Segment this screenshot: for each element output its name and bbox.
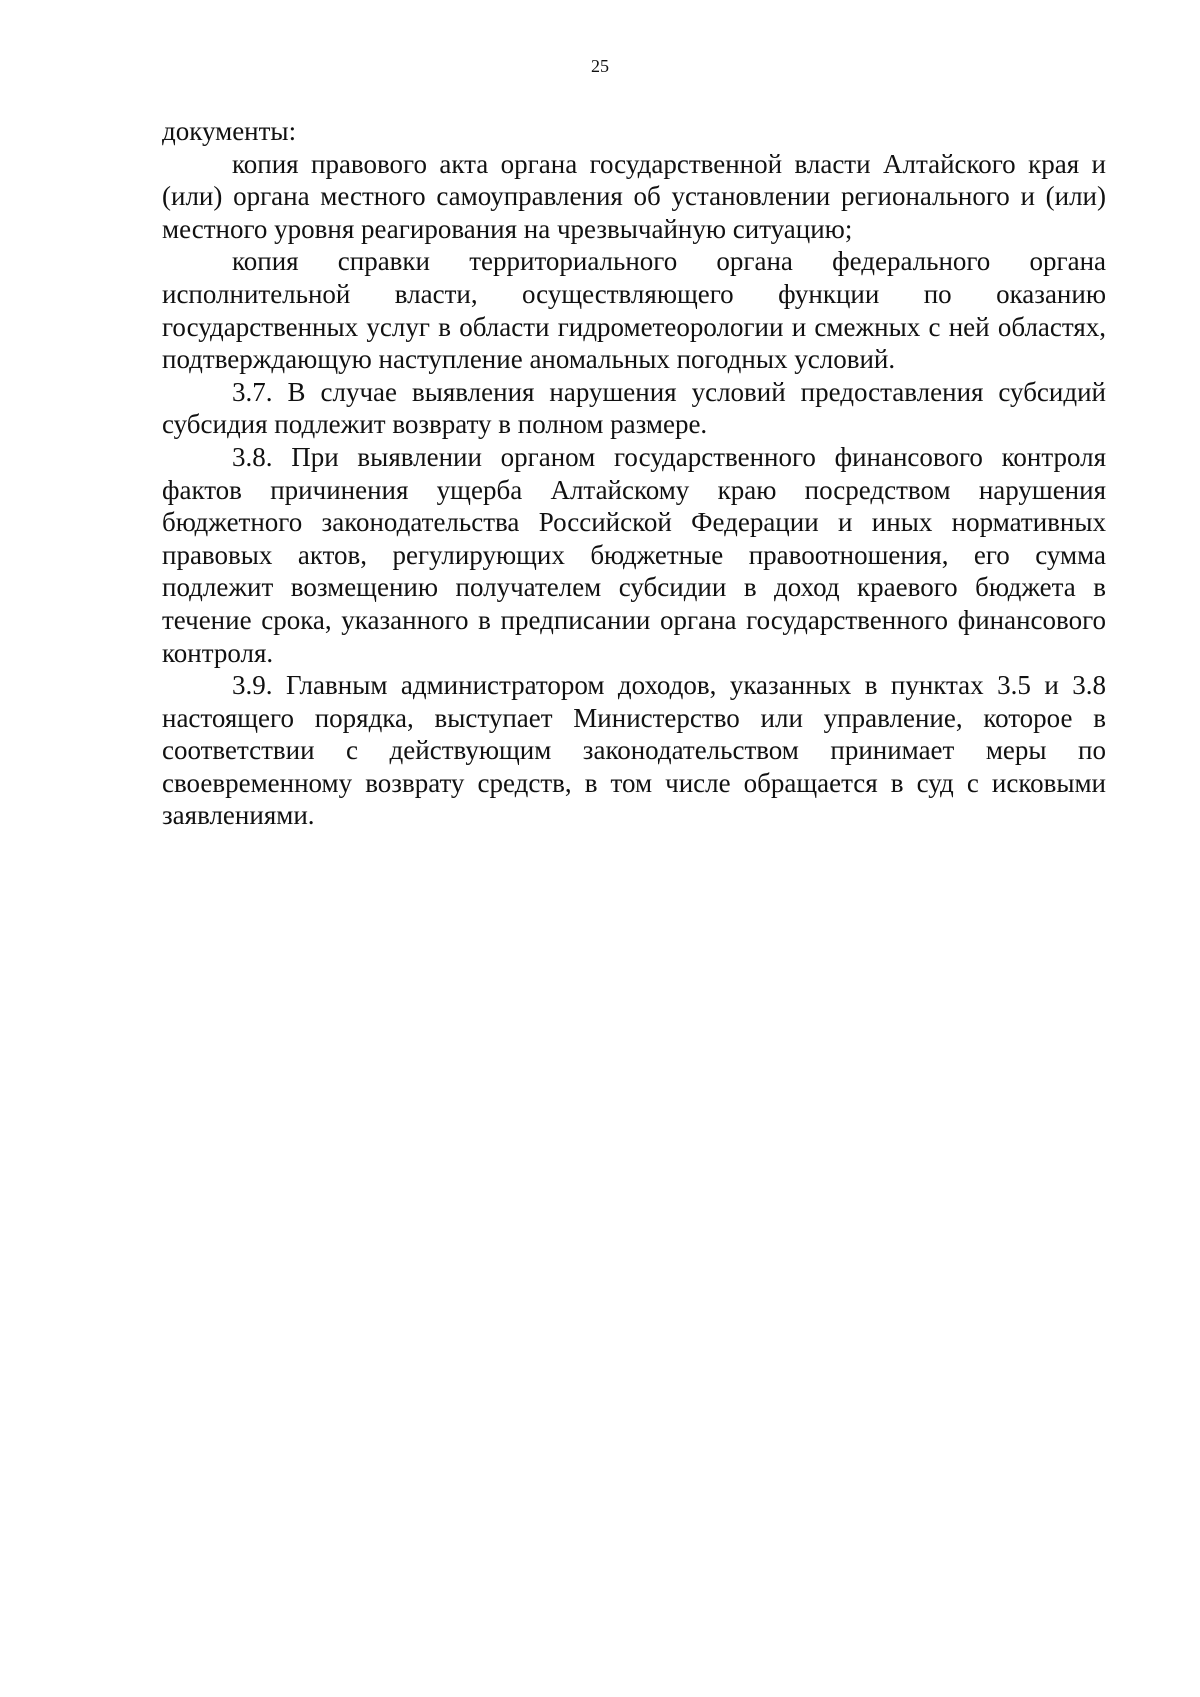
paragraph-clause-3-8: 3.8. При выявлении органом государственного финансового контроля фактов причинения ущерба Алтайскому краю посредством нарушения бюджетного законодательства Российской Федерации и иных нормативных правовых актов, регулирующих бюджетные правоотношения, его сумма подлежит возмещению получателем субсидии в доход краевого бюджета в течение срока, указанного в предписании органа государственного финансового контроля. [162, 441, 1106, 668]
document-body [162, 115, 1106, 832]
page-number: 25 [591, 56, 609, 76]
paragraph-clause-3-7: 3.7. В случае выявления нарушения условий предоставления субсидий субсидия подлежит возврату в полном размере. [162, 376, 1106, 440]
paragraph-legal-act-copy: копия правового акта органа государственной власти Алтайского края и (или) органа местного самоуправления об установлении регионального и (или) местного уровня реагирования на чрезвычайную ситуацию; [162, 148, 1106, 244]
paragraph-documents-heading: документы: [162, 116, 297, 146]
paragraph-clause-3-9: 3.9. Главным администратором доходов, указанных в пунктах 3.5 и 3.8 настоящего порядка, выступает Министерство или управление, которое в соответствии с действующим законодательством принимает меры по своевременному возврату средств, в том числе обращается в суд с исковыми заявлениями. [162, 670, 1106, 831]
paragraph-hydromet-certificate-copy: копия справки территориального органа федерального органа исполнительной власти, осуществляющего функции по оказанию государственных услуг в области гидрометеорологии и смежных с ней областях, подтверждающую наступление аномальных погодных условий. [162, 246, 1106, 375]
